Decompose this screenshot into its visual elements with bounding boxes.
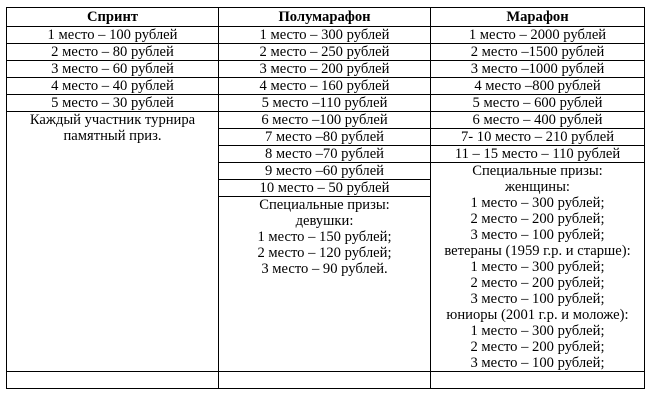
full-special-line: 2 место – 200 рублей; (470, 339, 605, 355)
full-place-11-15: 11 – 15 место – 110 рублей (431, 146, 645, 163)
full-special-line: 3 место – 100 рублей; (470, 355, 605, 371)
document-page (6, 7, 644, 389)
sprint-note (7, 112, 219, 372)
sprint-note-line: памятный приз. (63, 128, 162, 144)
empty-row (7, 372, 645, 389)
full-special-line: 2 место – 200 рублей; (470, 211, 605, 227)
full-place-7-10: 7- 10 место – 210 рублей (431, 129, 645, 146)
half-special-line: 3 место – 90 рублей. (261, 261, 388, 277)
half-place-5: 5 место –110 рублей (219, 95, 431, 112)
sprint-place-4: 4 место – 40 рублей (7, 78, 219, 95)
full-special-prizes (431, 163, 645, 372)
half-special-line: девушки: (295, 213, 354, 229)
sprint-place-5: 5 место – 30 рублей (7, 95, 219, 112)
half-special-line: 2 место – 120 рублей; (257, 245, 392, 261)
full-place-2: 2 место –1500 рублей (431, 44, 645, 61)
empty-cell (219, 372, 431, 389)
table-row (7, 61, 645, 78)
half-place-4: 4 место – 160 рублей (219, 78, 431, 95)
header-half-marathon: Полумарафон (219, 8, 431, 27)
full-place-5: 5 место – 600 рублей (431, 95, 645, 112)
half-place-8: 8 место –70 рублей (219, 146, 431, 163)
full-special-line: 3 место – 100 рублей; (470, 227, 605, 243)
header-row (7, 8, 645, 27)
half-place-2: 2 место – 250 рублей (219, 44, 431, 61)
full-special-line: юниоры (2001 г.р. и моложе): (446, 307, 629, 323)
half-special-line: 1 место – 150 рублей; (257, 229, 392, 245)
sprint-place-3: 3 место – 60 рублей (7, 61, 219, 78)
full-special-line: 3 место – 100 рублей; (470, 291, 605, 307)
table-row (7, 112, 645, 129)
table-row (7, 27, 645, 44)
half-special-prizes (219, 197, 431, 372)
half-place-6: 6 место –100 рублей (219, 112, 431, 129)
table-row (7, 78, 645, 95)
full-special-line: 1 место – 300 рублей; (470, 195, 605, 211)
half-special-line: Специальные призы: (259, 197, 390, 213)
prize-table (6, 7, 645, 389)
header-marathon: Марафон (431, 8, 645, 27)
table-row (7, 95, 645, 112)
full-special-line: ветераны (1959 г.р. и старше): (444, 243, 631, 259)
table-row (7, 44, 645, 61)
half-place-10: 10 место – 50 рублей (219, 180, 431, 197)
full-place-1: 1 место – 2000 рублей (431, 27, 645, 44)
sprint-place-1: 1 место – 100 рублей (7, 27, 219, 44)
full-special-line: женщины: (505, 179, 570, 195)
full-special-line: 1 место – 300 рублей; (470, 259, 605, 275)
full-special-line: 2 место – 200 рублей; (470, 275, 605, 291)
empty-cell (431, 372, 645, 389)
sprint-place-2: 2 место – 80 рублей (7, 44, 219, 61)
header-sprint: Спринт (7, 8, 219, 27)
half-place-1: 1 место – 300 рублей (219, 27, 431, 44)
sprint-note-line: Каждый участник турнира (29, 112, 196, 128)
full-place-6: 6 место – 400 рублей (431, 112, 645, 129)
full-place-3: 3 место –1000 рублей (431, 61, 645, 78)
empty-cell (7, 372, 219, 389)
full-special-line: Специальные призы: (472, 163, 603, 179)
half-place-9: 9 место –60 рублей (219, 163, 431, 180)
full-place-4: 4 место –800 рублей (431, 78, 645, 95)
half-place-7: 7 место –80 рублей (219, 129, 431, 146)
half-place-3: 3 место – 200 рублей (219, 61, 431, 78)
full-special-line: 1 место – 300 рублей; (470, 323, 605, 339)
